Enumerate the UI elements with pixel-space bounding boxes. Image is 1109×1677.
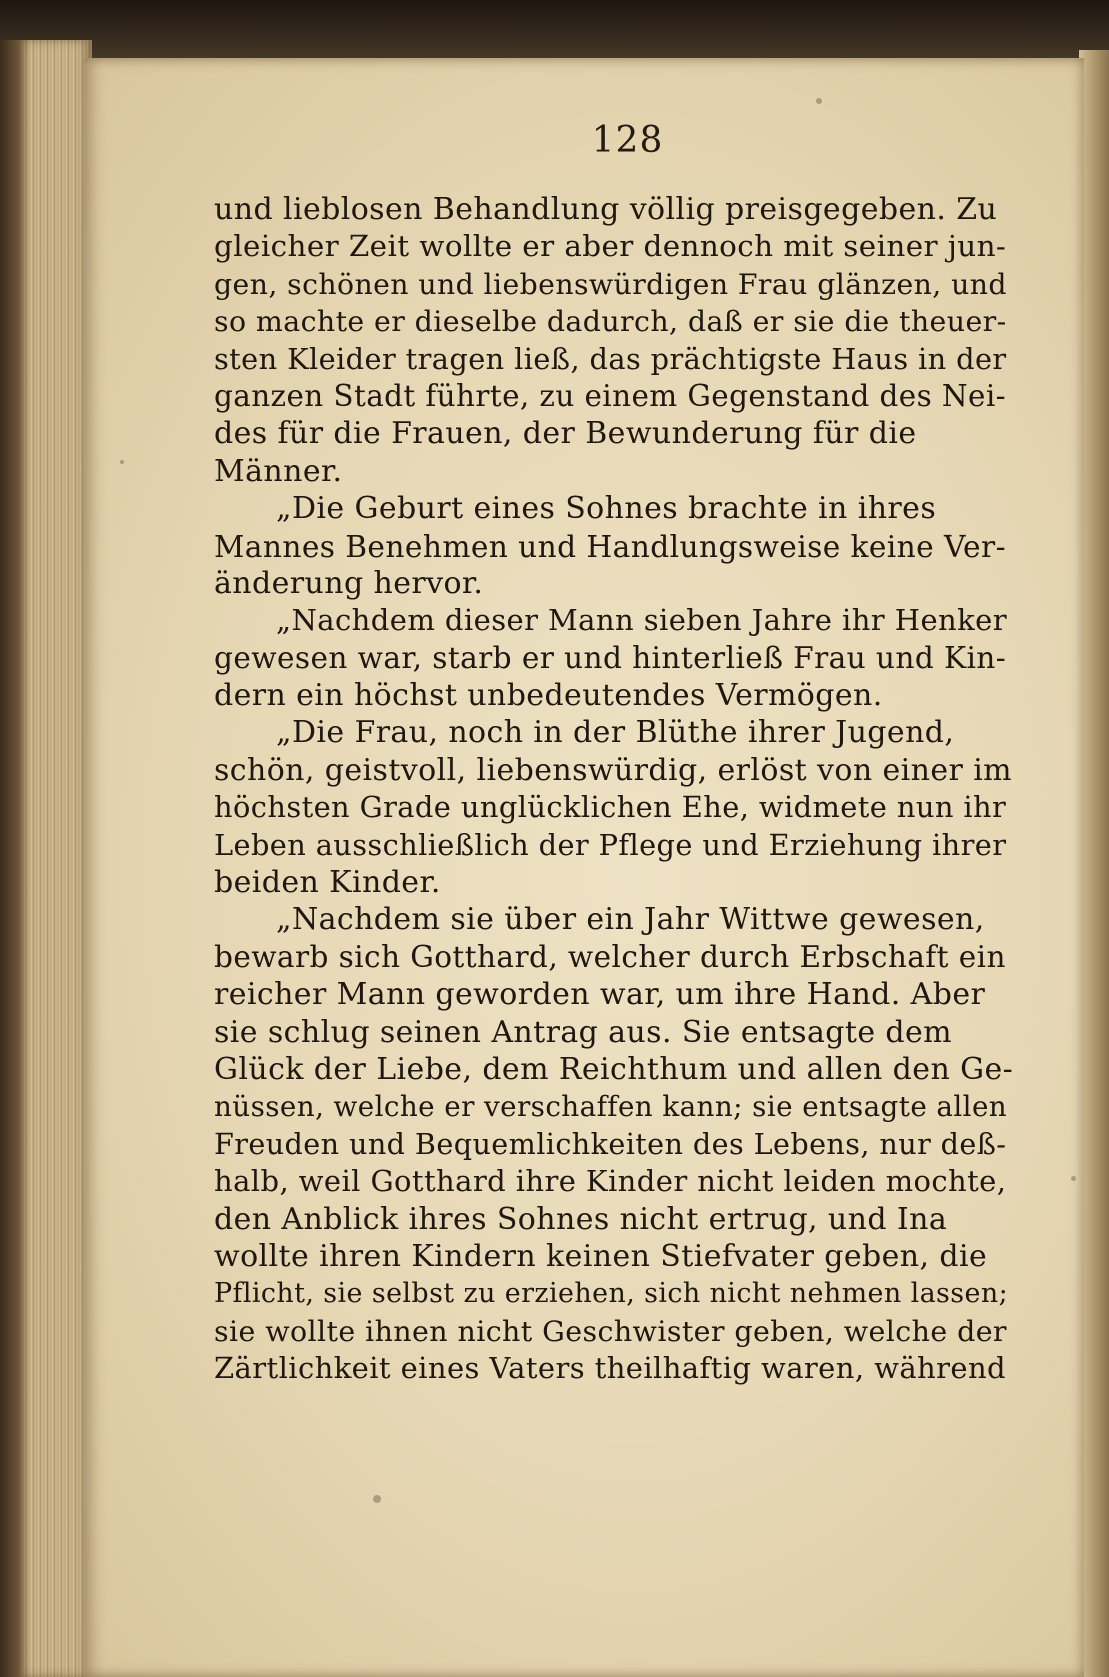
text-line: Zärtlichkeit eines Vaters theilhaftig waren, während	[214, 1351, 1007, 1386]
text-line: bewarb sich Gotthard, welcher durch Erbschaft ein	[214, 939, 1006, 974]
page-number: 128	[591, 120, 664, 161]
text-line: dern ein höchst unbedeutendes Vermögen.	[214, 678, 883, 714]
text-line: „Die Geburt eines Sohnes brachte in ihres	[276, 491, 937, 527]
body-text	[214, 191, 1014, 1388]
paper-speck	[816, 98, 822, 104]
paper-speck	[373, 1495, 381, 1503]
book-cover-edge	[0, 0, 1109, 62]
text-line: Mannes Benehmen und Handlungsweise keine Ver-	[214, 528, 1007, 564]
text-line: Glück der Liebe, dem Reichthum und allen den Ge-	[214, 1051, 1014, 1087]
text-line: wollte ihren Kindern keinen Stiefvater geben, die	[214, 1238, 988, 1274]
text-line: halb, weil Gotthard ihre Kinder nicht leiden mochte,	[214, 1164, 1007, 1199]
text-line: gleicher Zeit wollte er aber dennoch mit seiner jun-	[214, 229, 1007, 264]
paper-speck	[1071, 1176, 1076, 1181]
text-line: sie schlug seinen Antrag aus. Sie entsagte dem	[214, 1014, 953, 1050]
text-line: nüssen, welche er verschaffen kann; sie entsagte allen	[214, 1090, 1008, 1124]
text-line: sie wollte ihnen nicht Geschwister geben, welche der	[214, 1314, 1007, 1348]
text-line: beiden Kinder.	[214, 865, 441, 901]
text-line: gen, schönen und liebenswürdigen Frau glänzen, und	[214, 267, 1007, 301]
text-line: „Die Frau, noch in der Blüthe ihrer Jugend,	[276, 715, 955, 751]
binding-shadow	[0, 40, 30, 1677]
text-line: gewesen war, starb er und hinterließ Frau und Kin-	[214, 640, 1007, 675]
text-line: Männer.	[214, 453, 343, 489]
text-line: änderung hervor.	[214, 565, 484, 601]
text-line: Leben ausschließlich der Pflege und Erziehung ihrer	[214, 827, 1007, 862]
paper-speck	[120, 460, 124, 464]
text-line: so machte er dieselbe dadurch, daß er sie die theuer-	[214, 305, 1007, 339]
text-line: Freuden und Bequemlichkeiten des Lebens, nur deß-	[214, 1126, 1007, 1161]
text-line: „Nachdem dieser Mann sieben Jahre ihr Henker	[276, 603, 1008, 638]
text-line: höchsten Grade unglücklichen Ehe, widmete nun ihr	[214, 790, 1007, 825]
text-line: den Anblick ihres Sohnes nicht ertrug, und Ina	[214, 1201, 948, 1237]
text-line: und lieblosen Behandlung völlig preisgegeben. Zu	[214, 192, 998, 227]
text-line: sten Kleider tragen ließ, das prächtigste Haus in der	[214, 341, 1007, 376]
text-line: reicher Mann geworden war, um ihre Hand. Aber	[214, 977, 986, 1013]
text-line: ganzen Stadt führte, zu einem Gegenstand des Nei-	[214, 378, 1007, 413]
text-line: Pflicht, sie selbst zu erziehen, sich nicht nehmen lassen;	[214, 1278, 1009, 1310]
text-line: des für die Frauen, der Bewunderung für die	[214, 416, 917, 452]
text-line: „Nachdem sie über ein Jahr Wittwe gewesen,	[276, 902, 985, 938]
text-line: schön, geistvoll, liebenswürdig, erlöst von einer im	[214, 752, 1013, 788]
